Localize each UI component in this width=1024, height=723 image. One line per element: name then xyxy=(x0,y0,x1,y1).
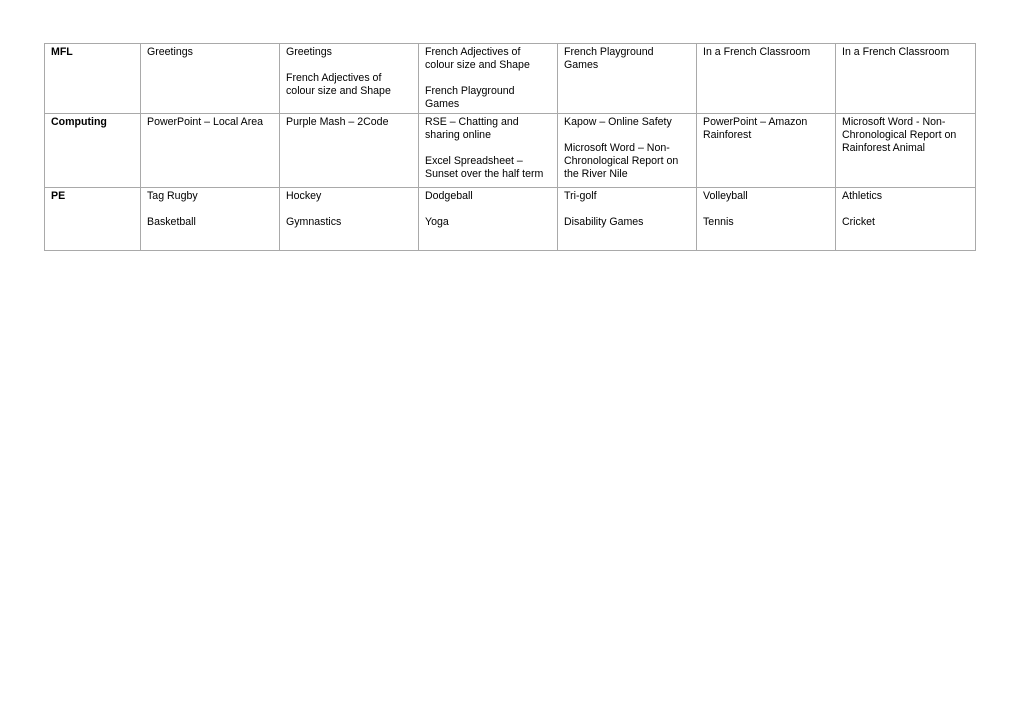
table-cell xyxy=(280,188,419,251)
cell-text: French Adjectives of colour size and Shape xyxy=(286,72,391,97)
cell-text: Basketball xyxy=(147,216,196,228)
table-cell xyxy=(141,188,280,251)
cell-text: In a French Classroom xyxy=(842,46,950,58)
table-cell xyxy=(558,44,697,114)
cell-text: Gymnastics xyxy=(286,216,342,228)
cell-text: French Adjectives of colour size and Shape xyxy=(425,46,530,71)
cell-text: Tennis xyxy=(703,216,734,228)
cell-text: Tri-golf xyxy=(564,190,597,202)
table-cell xyxy=(280,114,419,188)
table-cell xyxy=(141,114,280,188)
cell-text: Dodgeball xyxy=(425,190,473,202)
curriculum-table xyxy=(44,43,976,251)
cell-text: Excel Spreadsheet – Sunset over the half term xyxy=(425,155,544,180)
subject-cell-pe: PE xyxy=(45,188,141,251)
cell-text: PowerPoint – Local Area xyxy=(147,116,264,128)
table-cell xyxy=(836,188,976,251)
table-cell xyxy=(836,44,976,114)
table-cell xyxy=(558,188,697,251)
table-cell xyxy=(141,44,280,114)
table-cell xyxy=(419,44,558,114)
table-row-pe xyxy=(45,188,976,251)
cell-text: Hockey xyxy=(286,190,322,202)
cell-text: Greetings xyxy=(286,46,332,58)
cell-text: Greetings xyxy=(147,46,193,58)
subject-cell-mfl: MFL xyxy=(45,44,141,114)
table-cell xyxy=(419,188,558,251)
table-cell xyxy=(280,44,419,114)
cell-text: Kapow – Online Safety xyxy=(564,116,672,128)
table-row-mfl xyxy=(45,44,976,114)
cell-text: In a French Classroom xyxy=(703,46,811,58)
table-cell xyxy=(558,114,697,188)
cell-text: Cricket xyxy=(842,216,875,228)
cell-text: Purple Mash – 2Code xyxy=(286,116,389,128)
cell-text: Yoga xyxy=(425,216,449,228)
cell-text: RSE – Chatting and sharing online xyxy=(425,116,519,141)
table-cell xyxy=(419,114,558,188)
subject-cell-computing: Computing xyxy=(45,114,141,188)
table-cell xyxy=(697,188,836,251)
cell-text: Microsoft Word - Non-Chronological Report on Rainforest Animal xyxy=(842,116,957,154)
cell-text: French Playground Games xyxy=(564,46,654,71)
cell-text: PowerPoint – Amazon Rainforest xyxy=(703,116,808,141)
table-cell xyxy=(697,44,836,114)
table-cell xyxy=(697,114,836,188)
cell-text: Microsoft Word – Non-Chronological Report on the River Nile xyxy=(564,142,679,180)
table-cell xyxy=(836,114,976,188)
table-row-computing xyxy=(45,114,976,188)
cell-text: Athletics xyxy=(842,190,883,202)
cell-text: French Playground Games xyxy=(425,85,515,110)
cell-text: Tag Rugby xyxy=(147,190,198,202)
cell-text: Volleyball xyxy=(703,190,748,202)
cell-text: Disability Games xyxy=(564,216,644,228)
